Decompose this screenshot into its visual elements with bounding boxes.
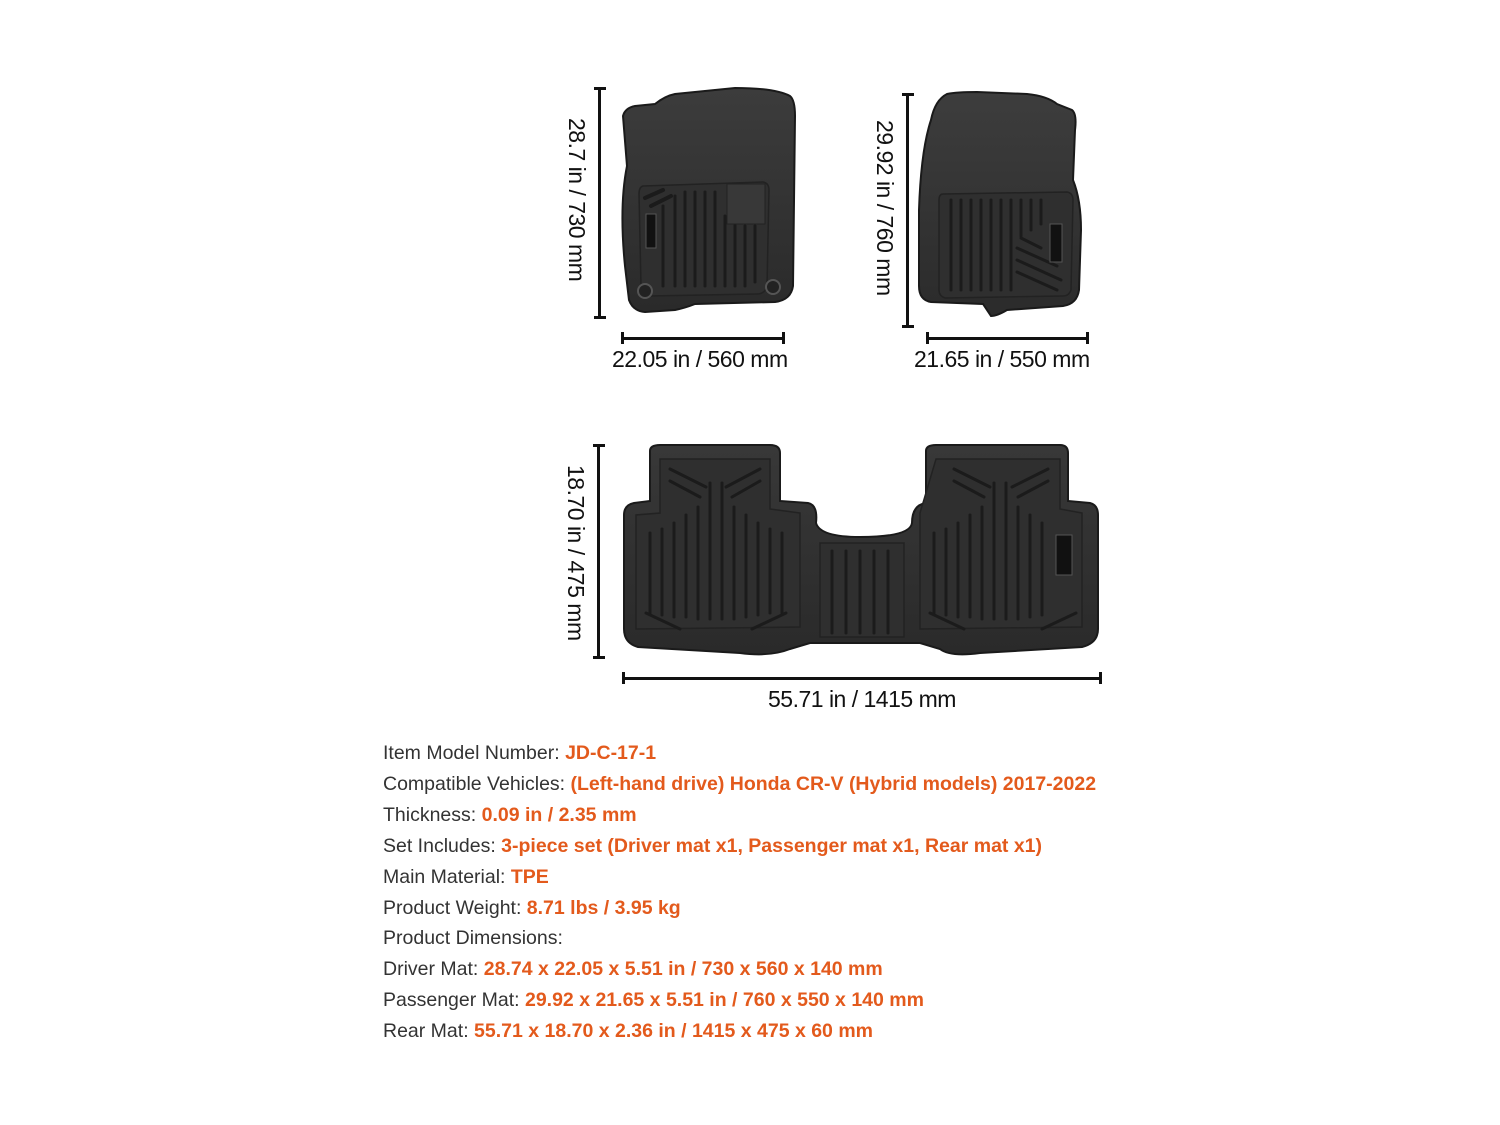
driver-height-label: 28.7 in / 730 mm [564,118,590,282]
spec-compatible-vehicles [383,769,1096,800]
spec-label: Product Dimensions: [383,927,563,949]
passenger-height-label: 29.92 in / 760 mm [872,120,898,296]
spec-value: 0.09 in / 2.35 mm [481,804,637,826]
driver-width-line [621,337,784,340]
driver-mat-image [615,86,797,316]
rear-width-label: 55.71 in / 1415 mm [768,686,956,712]
rear-height-line [597,444,600,658]
spec-value: 28.74 x 22.05 x 5.51 in / 730 x 560 x 140 mm [483,958,883,980]
spec-value: (Left-hand drive) Honda CR-V (Hybrid models) 2017-2022 [570,773,1097,795]
spec-value: JD-C-17-1 [565,742,657,764]
spec-label: Rear Mat: [383,1020,475,1042]
rear-mat-image [620,443,1102,659]
dimension-tick [593,656,605,659]
passenger-height-line [906,93,909,327]
driver-height-line [598,87,601,318]
spec-label: Thickness: [383,804,482,826]
spec-label: Passenger Mat: [383,989,525,1011]
spec-product-weight [383,893,681,924]
spec-driver-mat [383,954,883,985]
spec-value: 55.71 x 18.70 x 2.36 in / 1415 x 475 x 60 mm [474,1020,874,1042]
passenger-width-line [926,337,1088,340]
spec-product-dimensions-heading [383,923,563,954]
spec-label: Set Includes: [383,835,502,857]
dimension-tick [902,325,914,328]
dimension-tick [1099,672,1102,684]
dimension-tick [1086,332,1089,344]
spec-rear-mat [383,1016,873,1047]
spec-set-includes [383,831,1042,862]
dimension-tick [594,316,606,319]
dimension-tick [782,332,785,344]
spec-main-material [383,862,549,893]
rear-height-label: 18.70 in / 475 mm [563,465,589,641]
spec-value: TPE [510,866,549,888]
spec-thickness [383,800,637,831]
spec-label: Compatible Vehicles: [383,773,571,795]
spec-label: Driver Mat: [383,958,484,980]
passenger-mat-image [917,90,1085,318]
rear-width-line [622,677,1101,680]
passenger-width-label: 21.65 in / 550 mm [914,346,1090,372]
spec-value: 8.71 lbs / 3.95 kg [526,897,681,919]
spec-label: Item Model Number: [383,742,566,764]
spec-model-number [383,738,656,769]
spec-label: Main Material: [383,866,511,888]
spec-value: 3-piece set (Driver mat x1, Passenger mat x1, Rear mat x1) [501,835,1043,857]
spec-passenger-mat [383,985,924,1016]
driver-width-label: 22.05 in / 560 mm [612,346,788,372]
spec-label: Product Weight: [383,897,527,919]
spec-value: 29.92 x 21.65 x 5.51 in / 760 x 550 x 140 mm [524,989,924,1011]
